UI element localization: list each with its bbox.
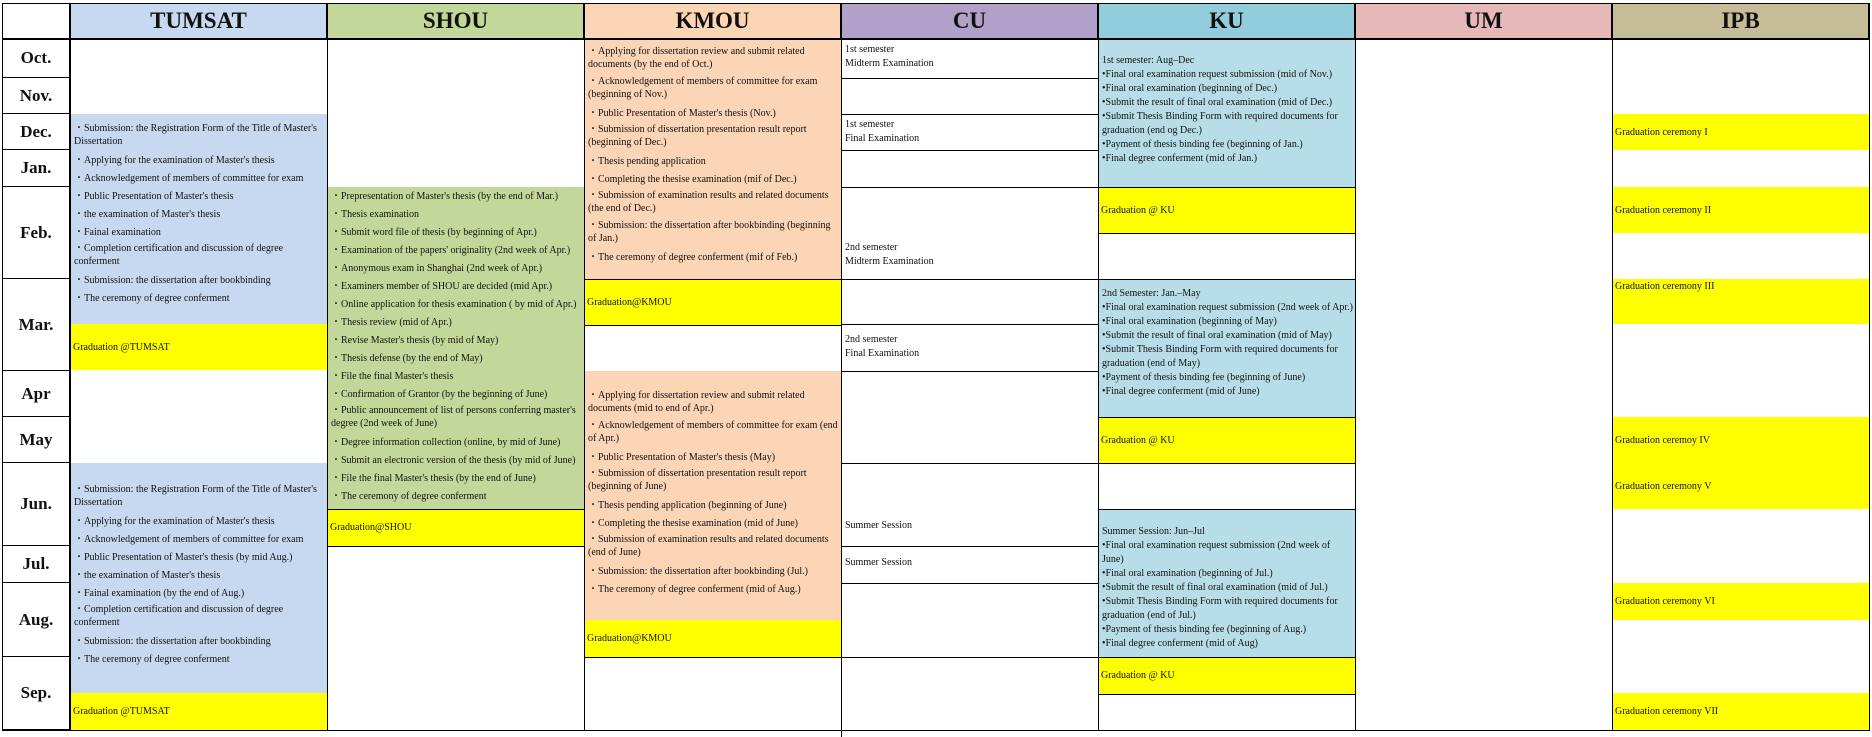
cu-summer-session-2: Summer Session <box>841 546 1098 583</box>
grid-line <box>584 325 841 326</box>
grid-line <box>70 3 71 730</box>
grid-line <box>327 3 328 730</box>
cu-sem2-midterm <box>841 187 1098 279</box>
list-item: ・Acknowledgement of members of committee for exam <box>74 534 304 545</box>
list-item: ・Submission of dissertation presentation result report (beginning of June) <box>588 468 807 492</box>
grid-line <box>1869 3 1870 730</box>
list-item: ・The ceremony of degree conferment (mid of Aug.) <box>588 584 801 595</box>
list-item: 1st semester <box>845 44 895 55</box>
tumsat-block-2 <box>70 463 327 693</box>
list-item: ・Applying for the examination of Master's thesis <box>74 516 275 527</box>
tumsat-graduation-1: Graduation @TUMSAT <box>70 324 327 370</box>
list-item: •Submit the result of final oral examination (mid of May) <box>1102 330 1332 341</box>
list-item: ・Fainal examination <box>74 227 161 238</box>
list-item: ・Degree information collection (online, by mid of June) <box>331 437 561 448</box>
month-mar: Mar. <box>2 279 70 371</box>
list-item: ・Submission of examination results and related documents (end of June) <box>588 534 829 558</box>
list-item: ・Online application for thesis examination ( by mid of Apr.) <box>331 299 577 310</box>
header-tumsat: TUMSAT <box>70 3 327 39</box>
grid-line <box>841 583 1098 584</box>
grid-line <box>1098 417 1355 418</box>
list-item: ・Submit an electronic version of the thesis (by mid of June) <box>331 455 576 466</box>
grid-line <box>584 3 585 730</box>
grid-line <box>841 371 1098 372</box>
list-item: ・File the final Master's thesis <box>331 371 454 382</box>
list-item: •Final degree conferment (mid of Jan.) <box>1102 153 1258 164</box>
list-item: 1st semester: Aug–Dec <box>1102 55 1195 66</box>
list-item: ・Thesis defense (by the end of May) <box>331 353 483 364</box>
ipb-graduation-ceremony-2: Graduation ceremony II <box>1612 187 1869 233</box>
header-ipb: IPB <box>1612 3 1869 39</box>
ku-block-1 <box>1098 39 1355 187</box>
grid-line <box>841 324 1098 325</box>
list-item: 2nd semester <box>845 334 898 345</box>
list-item: ・the examination of Master's thesis <box>74 209 221 220</box>
list-item: ・Completion certification and discussion of degree conferment <box>74 243 284 267</box>
list-item: ・Public Presentation of Master's thesis (by mid Aug.) <box>74 552 293 563</box>
grid-line <box>841 279 1098 280</box>
kmou-graduation-2: Graduation@KMOU <box>584 620 841 657</box>
grid-line <box>1612 3 1613 730</box>
grid-line <box>584 657 841 658</box>
list-item: ・Thesis examination <box>331 209 420 220</box>
month-nov: Nov. <box>2 78 70 114</box>
month-aug: Aug. <box>2 583 70 657</box>
grid-line <box>1098 657 1355 658</box>
list-item: •Payment of thesis binding fee (beginning of Jan.) <box>1102 139 1303 150</box>
month-oct: Oct. <box>2 39 70 78</box>
list-item: ・Revise Master's thesis (by mid of May) <box>331 335 499 346</box>
ipb-graduation-ceremony-3: Graduation ceremony III <box>1612 279 1869 324</box>
cu-sem1-final <box>841 114 1098 150</box>
list-item: •Final oral examination request submission (2nd week of June) <box>1102 540 1331 565</box>
list-item: Midterm Examination <box>845 256 934 267</box>
list-item: ・Submission of examination results and related documents (the end of Dec.) <box>588 190 829 214</box>
list-item: •Submit the result of final oral examination (mid of Jul.) <box>1102 582 1328 593</box>
grid-line <box>841 114 1098 115</box>
list-item: ・Completion certification and discussion of degree conferment <box>74 604 284 628</box>
ku-block-3 <box>1098 509 1355 657</box>
month-jul: Jul. <box>2 546 70 583</box>
list-item: •Final oral examination (beginning of May) <box>1102 316 1277 327</box>
month-jan: Jan. <box>2 150 70 187</box>
month-feb: Feb. <box>2 187 70 279</box>
list-item: 2nd semester <box>845 242 898 253</box>
list-item: •Final oral examination (beginning of Jul.) <box>1102 568 1273 579</box>
list-item: ・Submission: the Registration Form of the Title of Master's Dissertation <box>74 123 317 147</box>
month-apr: Apr <box>2 371 70 417</box>
list-item: ・Thesis review (mid of Apr.) <box>331 317 452 328</box>
list-item: ・The ceremony of degree conferment (mif of Feb.) <box>588 252 798 263</box>
ku-graduation-3: Graduation @ KU <box>1098 657 1355 694</box>
month-jun: Jun. <box>2 463 70 546</box>
list-item: ・Applying for the examination of Master's thesis <box>74 155 275 166</box>
ku-graduation-1: Graduation @ KU <box>1098 187 1355 233</box>
ipb-graduation-ceremony-1: Graduation ceremony I <box>1612 114 1869 150</box>
grid-line <box>1355 3 1356 730</box>
list-item: •Submit Thesis Binding Form with required documents for graduation (end of Jul.) <box>1102 596 1338 621</box>
list-item: ・Acknowledgement of members of committee for exam <box>74 173 304 184</box>
grid-line <box>841 546 1098 547</box>
ku-graduation-2: Graduation @ KU <box>1098 417 1355 463</box>
list-item: •Final degree conferment (mid of Aug) <box>1102 638 1258 649</box>
list-item: Final Examination <box>845 348 920 359</box>
list-item: ・Prepresentation of Master's thesis (by the end of Mar.) <box>331 191 559 202</box>
cu-sem2-final <box>841 324 1098 371</box>
grid-line <box>1098 279 1355 280</box>
grid-line <box>1098 694 1355 695</box>
list-item: ・Submission: the dissertation after bookbinding <box>74 275 271 286</box>
header-um: UM <box>1355 3 1612 39</box>
header-shou: SHOU <box>327 3 584 39</box>
month-may: May <box>2 417 70 463</box>
list-item: ・Submission: the Registration Form of the Title of Master's Dissertation <box>74 484 317 508</box>
grid-line <box>841 78 1098 79</box>
list-item: ・Completing the thesise examination (mid of June) <box>588 518 798 529</box>
month-dec: Dec. <box>2 114 70 150</box>
list-item: •Submit Thesis Binding Form with required documents for graduation (end og Dec.) <box>1102 111 1338 136</box>
ipb-graduation-ceremony-6: Graduation ceremony VI <box>1612 583 1869 620</box>
kmou-block-2 <box>584 371 841 620</box>
grid-line <box>2 39 1870 40</box>
list-item: ・Submission: the dissertation after bookbinding (beginning of Jan.) <box>588 220 831 244</box>
list-item: ・Thesis pending application <box>588 156 706 167</box>
grid-line <box>1098 187 1355 188</box>
list-item: ・Submission of dissertation presentation result report (beginning of Dec.) <box>588 124 807 148</box>
shou-block-1 <box>327 187 584 509</box>
list-item: ・Fainal examination (by the end of Aug.) <box>74 588 245 599</box>
cu-summer-session-1: Summer Session <box>841 509 1098 546</box>
grid-line <box>1098 3 1099 730</box>
grid-line <box>841 187 1098 188</box>
ipb-graduation-ceremony-7: Graduation ceremony VII <box>1612 693 1869 730</box>
month-sep: Sep. <box>2 657 70 730</box>
list-item: Summer Session: Jun–Jul <box>1102 526 1205 537</box>
list-item: ・Acknowledgement of members of committee for exam (end of Apr.) <box>588 420 838 444</box>
list-item: ・The ceremony of degree conferment <box>331 491 487 502</box>
list-item: ・Submission: the dissertation after bookbinding <box>74 636 271 647</box>
list-item: ・Public announcement of list of persons conferring master's degree (2nd week of June) <box>331 405 576 429</box>
list-item: ・the examination of Master's thesis <box>74 570 221 581</box>
list-item: ・Completing the thesise examination (mif of Dec.) <box>588 174 797 185</box>
header-cu: CU <box>841 3 1098 39</box>
grid-line <box>1098 509 1355 510</box>
list-item: •Submit the result of final oral examination (mid of Dec.) <box>1102 97 1333 108</box>
grid-line <box>841 150 1098 151</box>
ipb-graduation-ceremony-4: Graduation ceremoy IV <box>1612 417 1869 463</box>
header-ku: KU <box>1098 3 1355 39</box>
corner-cell <box>2 3 70 39</box>
list-item: ・Thesis pending application (beginning of June) <box>588 500 787 511</box>
list-item: ・Applying for dissertation review and submit related documents (mid to end of Apr.) <box>588 390 805 414</box>
ipb-graduation-ceremony-5: Graduation ceremony V <box>1612 463 1869 509</box>
list-item: ・Submission: the dissertation after bookbinding (Jul.) <box>588 566 808 577</box>
list-item: 2nd Semester: Jan.–May <box>1102 288 1201 299</box>
list-item: 1st semester <box>845 119 895 130</box>
grid-line <box>1098 233 1355 234</box>
list-item: ・Confirmation of Grantor (by the beginning of June) <box>331 389 548 400</box>
grid-line <box>841 463 1098 464</box>
list-item: •Final oral examination (beginning of Dec.) <box>1102 83 1278 94</box>
grid-line <box>1098 463 1355 464</box>
grid-line <box>584 279 841 280</box>
list-item: ・The ceremony of degree conferment <box>74 293 230 304</box>
list-item: ・File the final Master's thesis (by the end of June) <box>331 473 536 484</box>
list-item: •Payment of thesis binding fee (beginning of Aug.) <box>1102 624 1307 635</box>
grid-line <box>327 546 584 547</box>
list-item: •Submit Thesis Binding Form with required documents for graduation (end of May) <box>1102 344 1338 369</box>
shou-graduation-1: Graduation@SHOU <box>327 509 584 546</box>
tumsat-graduation-2: Graduation @TUMSAT <box>70 693 327 730</box>
list-item: ・The ceremony of degree conferment <box>74 654 230 665</box>
grid-line <box>841 657 1098 658</box>
list-item: ・Examiners member of SHOU are decided (mid Apr.) <box>331 281 553 292</box>
list-item: ・Applying for dissertation review and submit related documents (by the end of Oct.) <box>588 46 805 70</box>
list-item: ・Public Presentation of Master's thesis <box>74 191 234 202</box>
list-item: •Final oral examination request submission (mid of Nov.) <box>1102 69 1333 80</box>
list-item: Final Examination <box>845 133 920 144</box>
tumsat-block-1 <box>70 114 327 324</box>
grid-line <box>2 730 1870 731</box>
list-item: ・Examination of the papers' originality (2nd week of Apr.) <box>331 245 571 256</box>
list-item: Midterm Examination <box>845 58 934 69</box>
list-item: ・Public Presentation of Master's thesis (May) <box>588 452 776 463</box>
ku-block-2 <box>1098 279 1355 417</box>
list-item: ・Acknowledgement of members of committee for exam (beginning of Nov.) <box>588 76 818 100</box>
cu-sem1-midterm <box>841 39 1098 78</box>
kmou-graduation-1: Graduation@KMOU <box>584 279 841 325</box>
list-item: ・Anonymous exam in Shanghai (2nd week of Apr.) <box>331 263 543 274</box>
header-kmou: KMOU <box>584 3 841 39</box>
list-item: •Payment of thesis binding fee (beginning of June) <box>1102 372 1306 383</box>
list-item: •Final oral examination request submission (2nd week of Apr.) <box>1102 302 1353 313</box>
list-item: ・Public Presentation of Master's thesis (Nov.) <box>588 108 776 119</box>
list-item: ・Submit word file of thesis (by beginning of Apr.) <box>331 227 537 238</box>
kmou-block-1 <box>584 39 841 279</box>
grid-line <box>327 509 584 510</box>
list-item: •Final degree conferment (mid of June) <box>1102 386 1260 397</box>
